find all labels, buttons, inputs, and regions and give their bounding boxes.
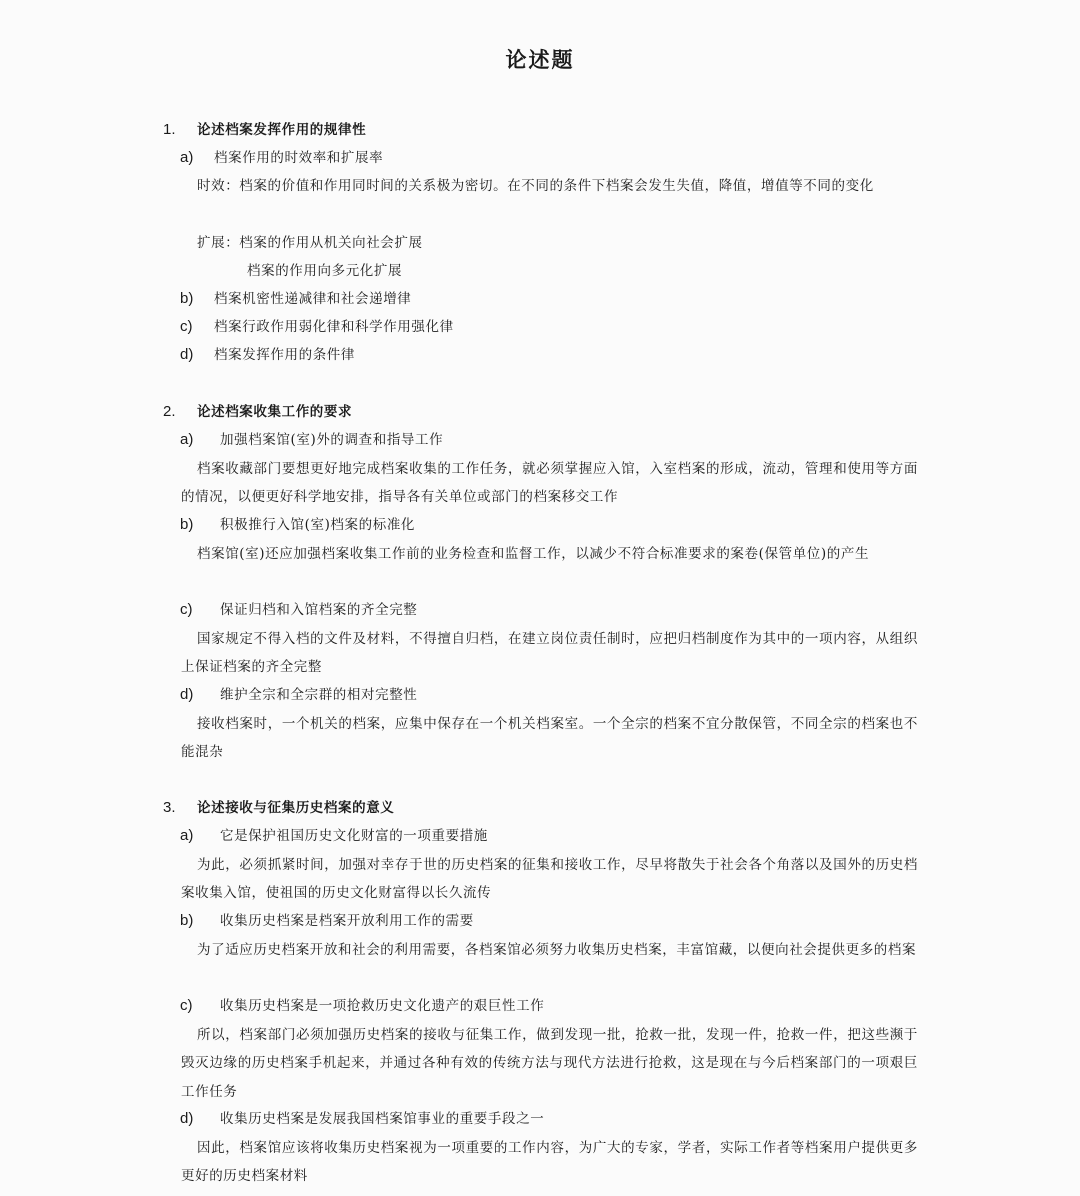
q2-d-marker: d) xyxy=(180,686,194,703)
q2-c-heading: 保证归档和入馆档案的齐全完整 xyxy=(220,602,418,618)
q2-d-heading: 维护全宗和全宗群的相对完整性 xyxy=(220,687,418,703)
q1-b-heading: 档案机密性递减律和社会递增律 xyxy=(214,291,412,307)
q3-d-body: 因此，档案馆应该将收集历史档案视为一项重要的工作内容，为广大的专家，学者，实际工作者等档案用户提供更多更好的历史档案材料 xyxy=(181,1140,918,1185)
q3-b-heading: 收集历史档案是档案开放利用工作的需要 xyxy=(220,913,474,929)
q1-a-extension-2: 档案的作用向多元化扩展 xyxy=(247,263,403,279)
question-3-number: 3. xyxy=(163,799,176,816)
q3-a-heading: 它是保护祖国历史文化财富的一项重要措施 xyxy=(220,828,488,844)
question-2-number: 2. xyxy=(163,403,176,420)
q1-a-marker: a) xyxy=(180,149,194,166)
q3-a-body: 为此，必须抓紧时间，加强对幸存于世的历史档案的征集和接收工作，尽早将散失于社会各个角落以及国外的历史档案收集入馆，使祖国的历史文化财富得以长久流传 xyxy=(181,857,918,902)
question-2-heading: 论述档案收集工作的要求 xyxy=(197,404,353,420)
q1-c-marker: c) xyxy=(180,318,193,335)
q2-d-body: 接收档案时，一个机关的档案，应集中保存在一个机关档案室。一个全宗的档案不宜分散保管，不同全宗的档案也不能混杂 xyxy=(181,716,918,761)
q3-c-marker: c) xyxy=(180,997,193,1014)
q1-a-extension-1: 扩展：档案的作用从机关向社会扩展 xyxy=(197,235,423,251)
q1-d-heading: 档案发挥作用的条件律 xyxy=(214,347,355,363)
q3-d-heading: 收集历史档案是发展我国档案馆事业的重要手段之一 xyxy=(220,1111,545,1127)
q3-c-body: 所以，档案部门必须加强历史档案的接收与征集工作，做到发现一批，抢救一批，发现一件，抢救一件，把这些濒于毁灭边缘的历史档案手机起来，并通过各种有效的传统方法与现代方法进行抢救，这是现在与今后档案部门的一项艰巨工作任务 xyxy=(181,1027,918,1100)
q2-a-body: 档案收藏部门要想更好地完成档案收集的工作任务，就必须掌握应入馆，入室档案的形成，流动，管理和使用等方面的情况，以便更好科学地安排，指导各有关单位或部门的档案移交工作 xyxy=(181,461,918,506)
question-1-heading: 论述档案发挥作用的规律性 xyxy=(197,122,367,138)
q2-b-body: 档案馆(室)还应加强档案收集工作前的业务检查和监督工作，以减少不符合标准要求的案卷(保管单位)的产生 xyxy=(197,546,870,562)
q3-b-body: 为了适应历史档案开放和社会的利用需要，各档案馆必须努力收集历史档案，丰富馆藏，以便向社会提供更多的档案 xyxy=(197,942,917,958)
q1-b-marker: b) xyxy=(180,290,194,307)
q3-c-heading: 收集历史档案是一项抢救历史文化遗产的艰巨性工作 xyxy=(220,998,545,1014)
question-1-number: 1. xyxy=(163,121,176,138)
q1-d-marker: d) xyxy=(180,346,194,363)
q3-d-marker: d) xyxy=(180,1110,194,1127)
q3-a-marker: a) xyxy=(180,827,194,844)
q1-a-heading: 档案作用的时效率和扩展率 xyxy=(214,150,384,166)
q2-a-marker: a) xyxy=(180,431,194,448)
question-3-heading: 论述接收与征集历史档案的意义 xyxy=(197,800,395,816)
q2-b-heading: 积极推行入馆(室)档案的标准化 xyxy=(220,517,416,533)
q2-c-body: 国家规定不得入档的文件及材料，不得擅自归档，在建立岗位责任制时，应把归档制度作为其中的一项内容，从组织上保证档案的齐全完整 xyxy=(181,631,918,676)
q2-b-marker: b) xyxy=(180,516,194,533)
q1-c-heading: 档案行政作用弱化律和科学作用强化律 xyxy=(214,319,454,335)
q3-b-marker: b) xyxy=(180,912,194,929)
q2-c-marker: c) xyxy=(180,601,193,618)
q2-a-heading: 加强档案馆(室)外的调查和指导工作 xyxy=(220,432,444,448)
page-title: 论述题 xyxy=(505,47,575,72)
q1-a-time-text: 时效：档案的价值和作用同时间的关系极为密切。在不同的条件下档案会发生失值，降值，增值等不同的变化 xyxy=(197,178,874,194)
